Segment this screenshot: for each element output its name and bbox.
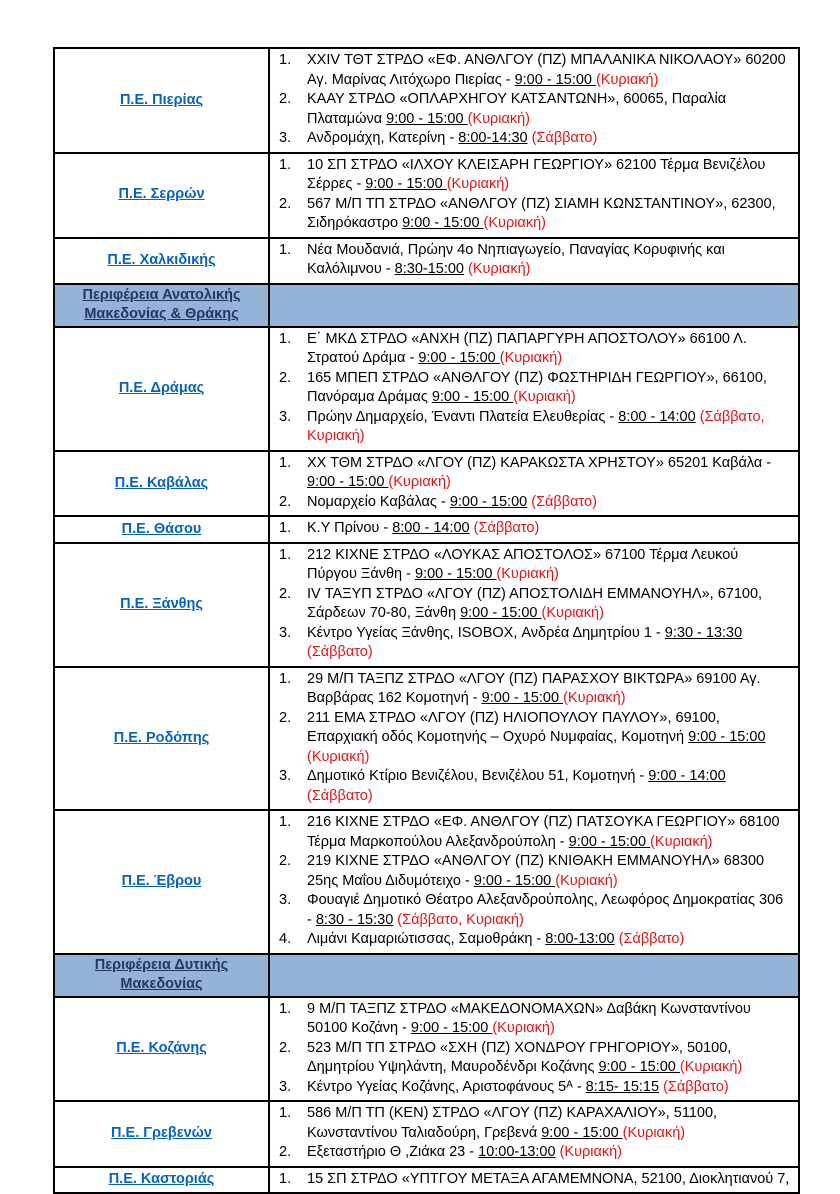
item-number: 1. [279, 454, 292, 471]
location-text: 15 ΣΠ ΣΤΡΔΟ «ΥΠΤΓΟΥ ΜΕΤΑΞΑ ΑΓΑΜΕΜΝΟΝΑ, 52100, Διοκλητιανού 7, [307, 1170, 790, 1187]
region-link[interactable]: Π.Ε. Θάσου [121, 520, 202, 537]
item-text [307, 1000, 790, 1039]
day-note: (Σάββατο, Κυριακή) [397, 911, 524, 928]
time-range: 8:30 - 15:30 [315, 911, 394, 928]
region-cell [54, 997, 269, 1102]
section-header-row [54, 284, 799, 327]
region-cell [54, 451, 269, 517]
region-cell [54, 516, 269, 543]
location-item [270, 585, 790, 624]
time-range: 9:30 - 13:30 [664, 624, 743, 641]
time-range: 9:00 - 15:00 [307, 474, 389, 490]
item-text [307, 90, 790, 129]
location-text: IV ΤΑΞΥΠ ΣΤΡΔΟ «ΛΓΟΥ (ΠΖ) ΑΠΟΣΤΟΛΙΔΗ ΕΜΜΑΝΟΥΗΛ», 67100, Σάρδεων 70-80, Ξάνθη [307, 585, 763, 621]
locations-cell [269, 48, 799, 153]
item-number: 3. [279, 1078, 292, 1095]
locations-cell [269, 667, 799, 811]
item-text [307, 519, 790, 539]
table-row [54, 451, 799, 517]
region-cell [54, 48, 269, 153]
item-number: 2. [279, 1144, 292, 1160]
day-note: (Σάββατο) [663, 1078, 729, 1095]
location-text: Ανδρομάχη, Κατερίνη - [307, 130, 459, 146]
time-range: 9:00 - 15:00 [541, 1124, 623, 1141]
location-item [270, 408, 790, 447]
region-link[interactable]: Π.Ε. Δράμας [118, 379, 205, 396]
item-text [307, 1170, 790, 1190]
day-note: (Κυριακή) [555, 872, 618, 889]
item-text [307, 1143, 790, 1163]
locations-cell [269, 451, 799, 517]
item-text [307, 129, 790, 149]
locations-table [53, 47, 800, 1194]
location-item [270, 670, 790, 709]
location-item [270, 624, 790, 663]
region-link[interactable]: Π.Ε. Ξάνθης [120, 595, 203, 612]
region-cell [54, 543, 269, 667]
location-text: ΧΧ ΤΘΜ ΣΤΡΔΟ «ΛΓΟΥ (ΠΖ) ΚΑΡΑΚΩΣΤΑ ΧΡΗΣΤΟΥ» 65201 Καβάλα - [307, 454, 772, 471]
time-range: 9:00 - 15:00 [402, 215, 484, 231]
item-number: 3. [279, 408, 292, 425]
item-text [307, 1039, 790, 1078]
locations-cell [269, 543, 799, 667]
table-row [54, 153, 799, 238]
location-text: Εξεταστήριο Θ ,Ζιάκα 23 - [307, 1144, 479, 1160]
table-row [54, 1101, 799, 1167]
time-range: 8:00 - 14:00 [618, 408, 696, 425]
item-text [307, 51, 790, 90]
time-range: 9:00 - 15:00 [598, 1059, 680, 1075]
region-link[interactable]: Π.Ε. Ροδόπης [113, 729, 210, 746]
item-number: 1. [279, 670, 292, 687]
item-text [307, 1104, 790, 1143]
item-number: 2. [279, 853, 292, 869]
day-note: (Κυριακή) [499, 350, 563, 366]
item-text [307, 670, 790, 709]
day-note: (Σάββατο) [531, 130, 598, 146]
day-note: (Σάββατο) [473, 520, 540, 536]
day-note: (Κυριακή) [596, 71, 659, 88]
region-link[interactable]: Π.Ε. Καστοριάς [108, 1171, 215, 1187]
table-row [54, 667, 799, 811]
item-number: 1. [279, 546, 292, 563]
item-text [307, 930, 790, 950]
item-text [307, 195, 790, 234]
location-text: 567 Μ/Π ΤΠ ΣΤΡΔΟ «ΑΝΘΛΓΟΥ (ΠΖ) ΣΙΑΜΗ ΚΩΝΣΤΑΝΤΙΝΟΥ», 62300, Σιδηρόκαστρο [307, 195, 776, 231]
location-item [270, 129, 790, 149]
location-text: Νέα Μουδανιά, Πρώην 4ο Νηπιαγωγείο, Παναγίας Κορυφινής και Καλόλιμνου - [307, 241, 725, 277]
day-note: (Κυριακή) [679, 1059, 743, 1075]
location-item [270, 90, 790, 129]
location-text: 211 ΕΜΑ ΣΤΡΔΟ «ΛΓΟΥ (ΠΖ) ΗΛΙΟΠΟΥΛΟΥ ΠΑΥΛΟΥ», 69100, Επαρχιακή οδός Κομοτηνής – Οχυρό Νυμφαίας, Κομοτηνή [307, 709, 720, 745]
item-text [307, 813, 790, 852]
time-range: 8:00-14:30 [458, 130, 528, 146]
table-row [54, 48, 799, 153]
time-range: 10:00-13:00 [478, 1144, 556, 1160]
item-number: 2. [279, 493, 292, 510]
item-number: 1. [279, 52, 292, 68]
location-text: 219 ΚΙΧΝΕ ΣΤΡΔΟ «ΑΝΘΛΓΟΥ (ΠΖ) ΚΝΙΘΑΚΗ ΕΜΜΑΝΟΥΗΛ» 68300 25ης Μαΐου Διδυμότειχο - [307, 853, 765, 889]
day-note: (Κυριακή) [492, 1020, 555, 1036]
location-text: 523 Μ/Π ΤΠ ΣΤΡΔΟ «ΣΧΗ (ΠΖ) ΧΟΝΔΡΟΥ ΓΡΗΓΟΡΙΟΥ», 50100, Δημητρίου Υψηλάντη, Μαυροδένδρι Κοζάνης [307, 1039, 732, 1075]
locations-cell [269, 284, 799, 327]
item-text [307, 369, 790, 408]
day-note: (Σάββατο, Κυριακή) [307, 408, 765, 444]
locations-cell [269, 954, 799, 997]
location-item [270, 1143, 790, 1163]
day-note: (Σάββατο) [531, 493, 597, 510]
time-range: 9:00 - 15:00 [386, 110, 468, 127]
day-note: (Κυριακή) [307, 748, 370, 765]
day-note: (Κυριακή) [513, 389, 576, 405]
region-link[interactable]: Π.Ε. Κοζάνης [116, 1040, 207, 1056]
location-item [270, 1039, 790, 1078]
location-text: Φουαγιέ Δημοτικό Θέατρο Αλεξανδρούπολης, Λεωφόρος Δημοκρατίας 306 - [307, 892, 784, 928]
item-number: 2. [279, 709, 292, 726]
item-number: 2. [279, 1039, 292, 1056]
location-item [270, 1170, 790, 1190]
location-item [270, 709, 790, 768]
table-row [54, 810, 799, 954]
day-note: (Κυριακή) [388, 474, 451, 490]
locations-cell [269, 1101, 799, 1167]
item-text [307, 546, 790, 585]
time-range: 9:00 - 15:00 [460, 605, 542, 621]
location-text: 9 Μ/Π ΤΑΞΠΖ ΣΤΡΔΟ «ΜΑΚΕΔΟΝΟΜΑΧΩΝ» Δαβάκη Κωνσταντίνου 50100 Κοζάνη - [307, 1000, 751, 1036]
locations-cell [269, 238, 799, 284]
item-number: 1. [279, 1000, 292, 1017]
region-cell [54, 153, 269, 238]
region-link[interactable]: Π.Ε. Έβρου [121, 873, 202, 889]
table-row [54, 327, 799, 451]
location-text: Κ.Υ Πρίνου - [307, 520, 393, 536]
location-item [270, 195, 790, 234]
day-note: (Σάββατο) [307, 787, 373, 804]
location-item [270, 330, 790, 369]
time-range: 9:00 - 15:00 [415, 566, 497, 582]
time-range: 9:00 - 15:00 [410, 1020, 493, 1036]
item-text [307, 767, 790, 806]
location-item [270, 852, 790, 891]
item-text [307, 330, 790, 369]
region-link[interactable]: Π.Ε. Γρεβενών [111, 1125, 212, 1141]
time-range: 9:00 - 15:00 [568, 833, 651, 850]
location-text: Νομαρχείο Καβάλας - [307, 493, 450, 510]
location-item [270, 813, 790, 852]
location-text: 216 ΚΙΧΝΕ ΣΤΡΔΟ «ΕΦ. ΑΝΘΛΓΟΥ (ΠΖ) ΠΑΤΣΟΥΚΑ ΓΕΩΡΓΙΟΥ» 68100 Τέρμα Μαρκοπούλου Αλεξανδρούπολη - [307, 814, 780, 850]
region-link[interactable]: Π.Ε. Σερρών [118, 186, 205, 203]
location-text: XXIV ΤΘΤ ΣΤΡΔΟ «ΕΦ. ΑΝΘΛΓΟΥ (ΠΖ) ΜΠΑΛΑΝΙΚΑ ΝΙΚΟΛΑΟΥ» 60200 Αγ. Μαρίνας Λιτόχωρο Πιερίας - [307, 52, 786, 88]
location-text: Κέντρο Υγείας Ξάνθης, ISOBOX, Ανδρέα Δημητρίου 1 - [307, 624, 665, 641]
item-number: 2. [279, 91, 292, 107]
table-row [54, 238, 799, 284]
item-number: 3. [279, 624, 292, 641]
item-number: 2. [279, 369, 292, 386]
item-number: 3. [279, 768, 292, 784]
day-note: (Κυριακή) [468, 261, 531, 277]
locations-table-body [54, 48, 799, 1193]
location-text: 165 ΜΠΕΠ ΣΤΡΔΟ «ΑΝΘΛΓΟΥ (ΠΖ) ΦΩΣΤΗΡΙΔΗ ΓΕΩΡΓΙΟΥ», 66100, Πανόραμα Δράμας [307, 369, 767, 405]
item-number: 1. [279, 520, 292, 536]
locations-cell [269, 153, 799, 238]
item-number: 4. [279, 931, 292, 947]
region-cell [54, 667, 269, 811]
table-row [54, 997, 799, 1102]
item-text [307, 624, 790, 663]
table-row [54, 516, 799, 543]
time-range: 9:00 - 15:00 [514, 71, 596, 88]
day-note: (Κυριακή) [559, 1144, 623, 1160]
item-number: 1. [279, 241, 292, 258]
time-range: 9:00 - 14:00 [648, 768, 726, 784]
location-text: ΚΑΑΥ ΣΤΡΔΟ «ΟΠΛΑΡΧΗΓΟΥ ΚΑΤΣΑΝΤΩΝΗ», 60065, Παραλία Πλαταμώνα [307, 91, 727, 127]
locations-cell [269, 1167, 799, 1194]
location-text: 212 ΚΙΧΝΕ ΣΤΡΔΟ «ΛΟΥΚΑΣ ΑΠΟΣΤΟΛΟΣ» 67100 Τέρμα Λευκού Πύργου Ξάνθη - [307, 546, 739, 582]
item-number: 1. [279, 1170, 292, 1187]
location-text: Λιμάνι Καμαριώτισσας, Σαμοθράκη - [307, 931, 546, 947]
day-note: (Κυριακή) [541, 605, 604, 621]
locations-cell [269, 327, 799, 451]
time-range: 8:00 - 14:00 [392, 520, 470, 536]
time-range: 9:00 - 15:00 [473, 872, 556, 889]
location-item [270, 519, 790, 539]
location-text: 586 Μ/Π ΤΠ (ΚΕΝ) ΣΤΡΔΟ «ΛΓΟΥ (ΠΖ) ΚΑΡΑΧΑΛΙΟΥ», 51100, Κωνσταντίνου Ταλιαδούρη, Γρεβενά [307, 1105, 718, 1141]
region-link[interactable]: Π.Ε. Καβάλας [114, 474, 209, 491]
day-note: (Κυριακή) [446, 176, 510, 192]
time-range: 8:15- 15:15 [585, 1078, 660, 1095]
region-cell [54, 1101, 269, 1167]
item-number: 1. [279, 156, 292, 173]
time-range: 9:00 - 15:00 [431, 389, 514, 405]
section-header-label: Περιφέρεια Ανατολικής Μακεδονίας & Θράκης [82, 286, 241, 322]
region-cell [54, 238, 269, 284]
time-range: 9:00 - 15:00 [365, 176, 447, 192]
item-text [307, 1078, 790, 1098]
day-note: (Κυριακή) [650, 833, 713, 850]
time-range: 8:00-13:00 [545, 931, 615, 947]
location-text: Ε΄ ΜΚΔ ΣΤΡΔΟ «ΑΝΧΗ (ΠΖ) ΠΑΠΑΡΓΥΡΗ ΑΠΟΣΤΟΛΟΥ» 66100 Λ. Στρατού Δράμα - [307, 330, 747, 366]
locations-cell [269, 516, 799, 543]
section-header-cell [54, 284, 269, 327]
section-header-cell [54, 954, 269, 997]
item-number: 3. [279, 892, 292, 908]
day-note: (Κυριακή) [563, 690, 626, 706]
location-item [270, 546, 790, 585]
table-row [54, 1167, 799, 1194]
location-text: 29 Μ/Π ΤΑΞΠΖ ΣΤΡΔΟ «ΛΓΟΥ (ΠΖ) ΠΑΡΑΣΧΟΥ ΒΙΚΤΩΡΑ» 69100 Αγ. Βαρβάρας 162 Κομοτηνή - [307, 670, 761, 706]
item-text [307, 709, 790, 768]
location-item [270, 1078, 790, 1098]
day-note: (Σάββατο) [307, 644, 373, 660]
item-number: 1. [279, 814, 292, 830]
item-text [307, 852, 790, 891]
location-item [270, 369, 790, 408]
item-text [307, 891, 790, 930]
location-text: 10 ΣΠ ΣΤΡΔΟ «ΙΛΧΟΥ ΚΛΕΙΣΑΡΗ ΓΕΩΡΓΙΟΥ» 62100 Τέρμα Βενιζέλου Σέρρες - [307, 156, 766, 192]
item-number: 3. [279, 130, 292, 146]
day-note: (Κυριακή) [467, 110, 530, 127]
locations-cell [269, 997, 799, 1102]
location-item [270, 51, 790, 90]
item-number: 2. [279, 585, 292, 602]
region-cell [54, 327, 269, 451]
item-text [307, 585, 790, 624]
time-range: 9:00 - 15:00 [481, 690, 564, 706]
location-text: Δημοτικό Κτίριο Βενιζέλου, Βενιζέλου 51, Κομοτηνή - [307, 768, 649, 784]
time-range: 9:00 - 15:00 [688, 729, 766, 745]
day-note: (Κυριακή) [496, 566, 559, 582]
day-note: (Κυριακή) [483, 215, 546, 231]
item-text [307, 241, 790, 280]
section-header-row [54, 954, 799, 997]
day-note: (Κυριακή) [622, 1124, 686, 1141]
item-text [307, 493, 790, 513]
section-header-label: Περιφέρεια Δυτικής Μακεδονίας [94, 956, 229, 992]
region-cell [54, 810, 269, 954]
item-text [307, 454, 790, 493]
location-item [270, 241, 790, 280]
item-number: 1. [279, 330, 292, 347]
region-cell [54, 1167, 269, 1194]
item-text [307, 156, 790, 195]
item-text [307, 408, 790, 447]
day-note: (Σάββατο) [618, 931, 685, 947]
time-range: 9:00 - 15:00 [449, 493, 528, 510]
location-item [270, 454, 790, 493]
location-text: Κέντρο Υγείας Κοζάνης, Αριστοφάνους 5ᴬ - [307, 1078, 586, 1095]
location-item [270, 767, 790, 806]
location-text: Πρώην Δημαρχείο, Έναντι Πλατεία Ελευθερίας - [307, 408, 619, 425]
item-number: 2. [279, 195, 292, 212]
time-range: 9:00 - 15:00 [418, 350, 500, 366]
table-row [54, 543, 799, 667]
locations-cell [269, 810, 799, 954]
location-item [270, 930, 790, 950]
item-number: 1. [279, 1105, 292, 1121]
location-item [270, 493, 790, 513]
region-link[interactable]: Π.Ε. Χαλκιδικής [107, 251, 216, 268]
time-range: 8:30-15:00 [394, 261, 464, 277]
location-item [270, 891, 790, 930]
location-item [270, 1104, 790, 1143]
location-item [270, 1000, 790, 1039]
location-item [270, 156, 790, 195]
region-link[interactable]: Π.Ε. Πιερίας [119, 91, 204, 108]
